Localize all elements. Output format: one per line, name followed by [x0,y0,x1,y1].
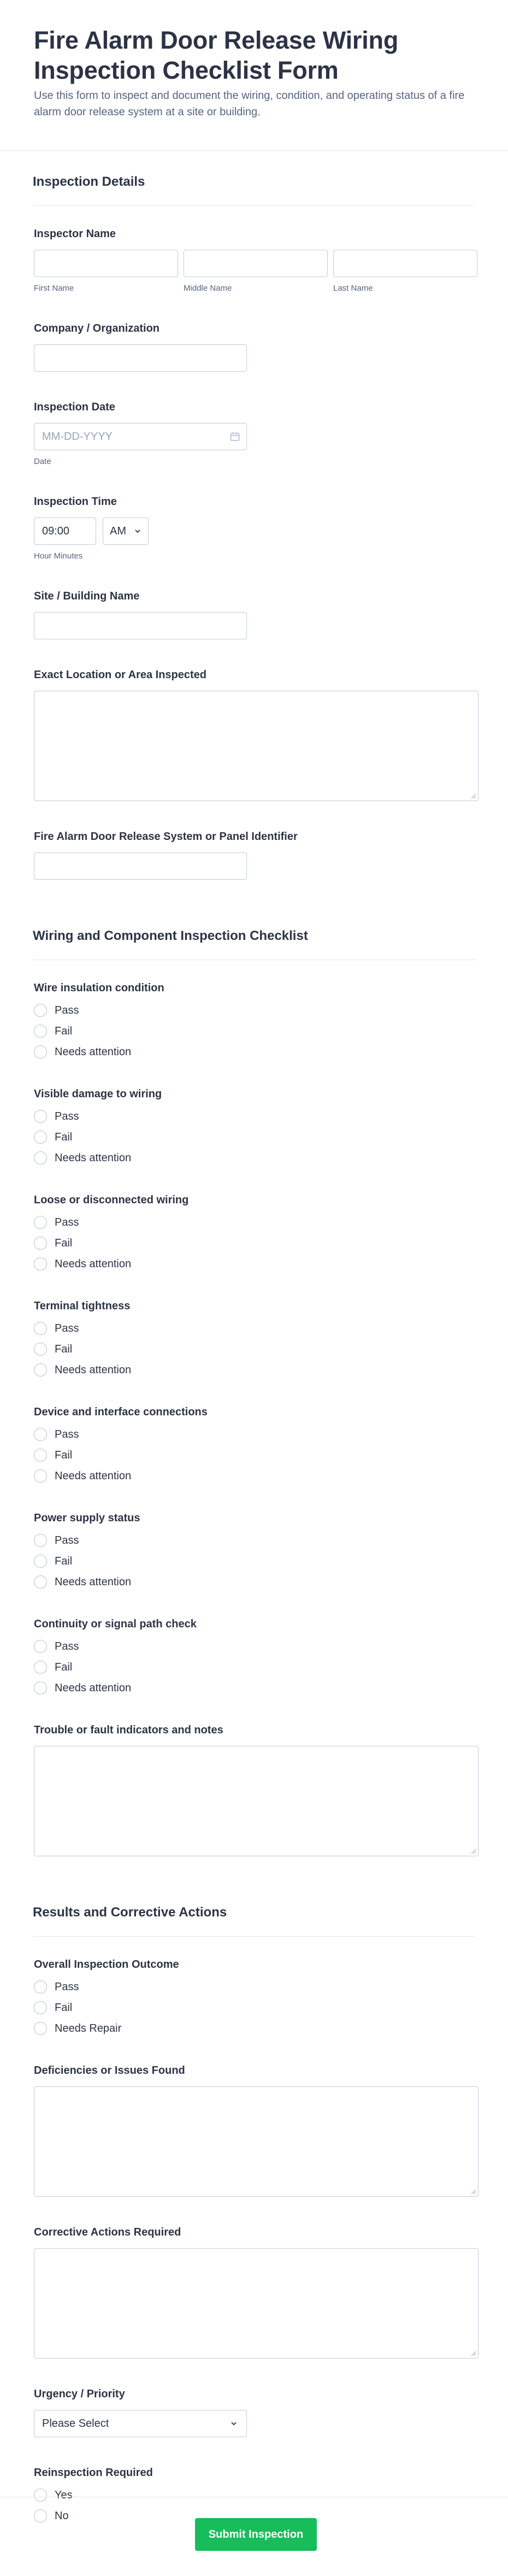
radio-label: Pass [55,1980,79,1993]
radio-label: Fail [55,2001,73,2014]
radio-circle[interactable] [34,1025,47,1038]
resize-grip-icon[interactable] [470,2188,476,2195]
radio-label: Needs attention [55,1575,132,1588]
radio-circle[interactable] [34,2022,47,2035]
checklist-item [33,1511,475,1589]
checklist-options [34,1004,475,1058]
radio-option[interactable] [34,1237,475,1250]
radio-label: Fail [55,1555,73,1567]
radio-circle[interactable] [34,1661,47,1674]
notes-textarea[interactable] [34,1746,479,1856]
ampm-select[interactable] [103,517,149,545]
radio-circle[interactable] [34,1555,47,1568]
radio-option[interactable] [34,2001,475,2014]
checklist-item-label: Device and interface connections [34,1406,208,1418]
checklist-item-label: Terminal tightness [34,1300,131,1312]
radio-circle[interactable] [34,1322,47,1335]
checklist-item [33,981,475,1058]
radio-circle[interactable] [34,1980,47,1993]
submit-button[interactable]: Submit Inspection [195,2518,317,2551]
radio-option[interactable] [34,1681,475,1695]
checklist-options [34,1216,475,1271]
radio-label: Fail [55,1237,73,1249]
radio-circle[interactable] [34,1131,47,1144]
radio-option[interactable] [34,1257,475,1271]
radio-circle[interactable] [34,1343,47,1356]
radio-circle[interactable] [34,1045,47,1058]
section-header [33,1885,475,1937]
inspection-date-field [33,400,475,466]
inspection-time-label: Inspection Time [34,496,117,508]
radio-label: Pass [55,1322,79,1334]
section-header [33,908,475,960]
radio-option[interactable] [34,1449,475,1462]
radio-circle[interactable] [34,1449,47,1462]
last-name-col [333,250,477,293]
first-name-sublabel: First Name [34,284,74,293]
first-name-input[interactable] [34,250,178,277]
radio-option[interactable] [34,1363,475,1377]
outcome-label: Overall Inspection Outcome [34,1959,179,1971]
location-label: Exact Location or Area Inspected [34,669,207,681]
form-footer [0,2497,508,2576]
section-header [33,151,475,206]
time-sublabel: Hour Minutes [34,551,83,561]
reinspection-label: Reinspection Required [34,2467,153,2479]
calendar-icon[interactable] [229,431,240,442]
radio-option[interactable] [34,1575,475,1589]
checklist-options [34,1428,475,1483]
radio-option[interactable] [34,1343,475,1356]
checklist-item-label: Visible damage to wiring [34,1088,162,1100]
radio-label: Needs attention [55,1151,132,1164]
checklist-item [33,1299,475,1377]
radio-option[interactable] [34,1980,475,1993]
radio-label: Needs attention [55,1363,132,1376]
section-wiring-checklist [33,908,475,1856]
radio-option[interactable] [34,1131,475,1144]
form-title: Fire Alarm Door Release Wiring Inspection Checklist Form [34,26,399,84]
resize-grip-icon[interactable] [470,1848,476,1854]
location-field [33,668,475,801]
radio-circle[interactable] [34,1428,47,1441]
radio-label: Pass [55,1216,79,1228]
radio-circle[interactable] [34,1237,47,1250]
radio-option[interactable] [34,1640,475,1653]
site-label: Site / Building Name [34,590,140,602]
outcome-options [34,1980,475,2035]
radio-label: Pass [55,1004,79,1016]
radio-label: Pass [55,1110,79,1122]
radio-circle[interactable] [34,1257,47,1271]
radio-label: Needs Repair [55,2022,122,2034]
radio-circle[interactable] [34,1575,47,1589]
ampm-value: AM [110,525,126,537]
checklist-item-label: Wire insulation condition [34,982,164,994]
name-row [34,250,475,293]
radio-label: Fail [55,1661,73,1673]
radio-circle[interactable] [34,1216,47,1229]
checklist-item [33,1617,475,1695]
radio-label: Pass [55,1428,79,1440]
radio-option[interactable] [34,1428,475,1441]
section-title: Results and Corrective Actions [33,1905,227,1920]
outcome-field [33,1957,475,2035]
deficiencies-textarea[interactable] [34,2086,479,2197]
form-subtitle: Use this form to inspect and document the wiring, condition, and operating status of a fire alarm door release system at a site or building. [34,90,465,118]
radio-circle[interactable] [34,1110,47,1123]
checklist-options [34,1110,475,1165]
checklist-item-label: Loose or disconnected wiring [34,1194,189,1206]
urgency-label: Urgency / Priority [34,2388,125,2400]
section-title: Wiring and Component Inspection Checklist [33,928,308,943]
notes-field [33,1723,475,1856]
radio-option[interactable] [34,1469,475,1483]
form-header [0,0,508,151]
section-results [33,1885,475,2522]
radio-circle[interactable] [34,1151,47,1165]
radio-label: Needs attention [55,1045,132,1058]
urgency-select[interactable] [34,2410,247,2437]
middle-name-input[interactable] [184,250,328,277]
inspector-name-field [33,227,475,293]
middle-name-col [184,250,328,293]
checklist-item [33,1405,475,1483]
date-wrapper [34,423,247,450]
radio-option[interactable] [34,1025,475,1038]
company-label: Company / Organization [34,322,160,334]
company-field [33,321,475,372]
section-inspection-details [33,151,475,880]
radio-circle[interactable] [34,1681,47,1695]
radio-label: Needs attention [55,1257,132,1270]
radio-label: Fail [55,1343,73,1355]
date-sublabel: Date [34,457,51,466]
checklist-options [34,1640,475,1695]
corrective-field [33,2225,475,2359]
checklist-item-label: Continuity or signal path check [34,1618,197,1630]
last-name-sublabel: Last Name [333,284,373,293]
radio-option[interactable] [34,1555,475,1568]
checklist-item [33,1087,475,1165]
radio-option[interactable] [34,1004,475,1017]
corrective-textarea[interactable] [34,2248,479,2359]
radio-label: Fail [55,1449,73,1461]
deficiencies-label: Deficiencies or Issues Found [34,2065,185,2077]
radio-option[interactable] [34,1045,475,1058]
radio-label: No [55,2509,69,2522]
inspection-date-input[interactable] [34,423,247,450]
radio-label: Needs attention [55,1681,132,1694]
chevron-down-icon [133,526,143,536]
panel-input[interactable] [34,852,247,880]
last-name-input[interactable] [333,250,477,277]
company-input[interactable] [34,344,247,372]
radio-circle[interactable] [34,1469,47,1483]
notes-label: Trouble or fault indicators and notes [34,1724,223,1736]
radio-option[interactable] [34,1322,475,1335]
radio-label: Needs attention [55,1469,132,1482]
checklist-options [34,1534,475,1589]
section-title: Inspection Details [33,174,145,189]
location-textarea[interactable] [34,691,479,801]
radio-circle[interactable] [34,1640,47,1653]
radio-label: Fail [55,1025,73,1037]
resize-grip-icon[interactable] [470,792,476,799]
radio-circle[interactable] [34,1004,47,1017]
corrective-label: Corrective Actions Required [34,2226,181,2238]
inspection-time-field [33,495,475,561]
urgency-value: Please Select [42,2417,109,2430]
radio-circle[interactable] [34,1363,47,1377]
radio-option[interactable] [34,1216,475,1229]
site-field [33,589,475,639]
chevron-down-icon [229,2419,239,2428]
radio-option[interactable] [34,1661,475,1674]
radio-circle[interactable] [34,2001,47,2014]
resize-grip-icon[interactable] [470,2350,476,2356]
time-input[interactable] [34,517,96,545]
inspection-date-label: Inspection Date [34,401,115,413]
checklist-items [33,981,475,1695]
panel-field [33,830,475,880]
form-content [0,151,508,2522]
panel-label: Fire Alarm Door Release System or Panel Identifier [34,831,298,843]
radio-label: Fail [55,1131,73,1143]
radio-label: Pass [55,1640,79,1652]
middle-name-sublabel: Middle Name [184,284,232,293]
checklist-options [34,1322,475,1377]
radio-option[interactable] [34,1151,475,1165]
radio-option[interactable] [34,2022,475,2035]
checklist-item [33,1193,475,1271]
urgency-field [33,2387,475,2437]
radio-option[interactable] [34,1110,475,1123]
site-input[interactable] [34,612,247,639]
radio-label: Yes [55,2489,73,2501]
inspector-name-label: Inspector Name [34,228,116,240]
first-name-col [34,250,178,293]
radio-label: Pass [55,1534,79,1546]
time-row [34,517,475,545]
deficiencies-field [33,2063,475,2197]
radio-circle[interactable] [34,1534,47,1547]
checklist-item-label: Power supply status [34,1512,140,1524]
radio-option[interactable] [34,1534,475,1547]
